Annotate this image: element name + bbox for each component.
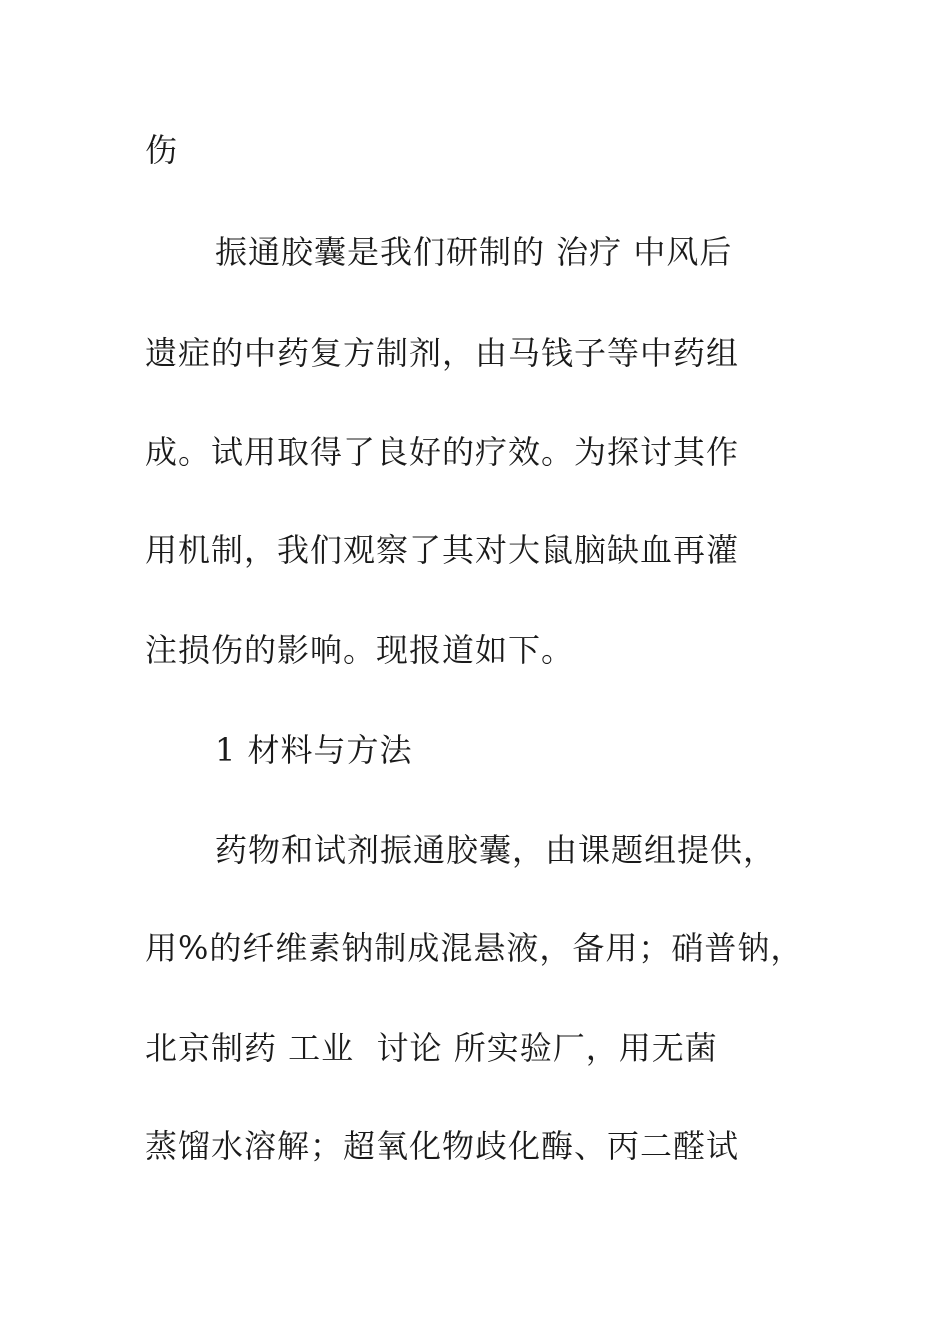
text-line: 用%的纤维素钠制成混悬液，备用；硝普钠， xyxy=(145,929,804,967)
section-heading: 1 材料与方法 xyxy=(215,731,413,769)
text-line: 注损伤的影响。现报道如下。 xyxy=(145,631,575,669)
text-line: 伤 xyxy=(145,131,179,169)
text-line: 成。试用取得了良好的疗效。为探讨其作 xyxy=(145,433,740,471)
paragraph-start-line: 振通胶囊是我们研制的 治疗 中风后 xyxy=(215,233,733,271)
paragraph-start-line: 药物和试剂振通胶囊，由课题组提供， xyxy=(215,831,777,869)
text-line: 北京制药 工业 讨论 所实验厂，用无菌 xyxy=(145,1029,718,1067)
text-line: 蒸馏水溶解；超氧化物歧化酶、丙二醛试 xyxy=(145,1127,740,1165)
text-line: 遗症的中药复方制剂，由马钱子等中药组 xyxy=(145,334,740,372)
text-line: 用机制，我们观察了其对大鼠脑缺血再灌 xyxy=(145,531,740,569)
